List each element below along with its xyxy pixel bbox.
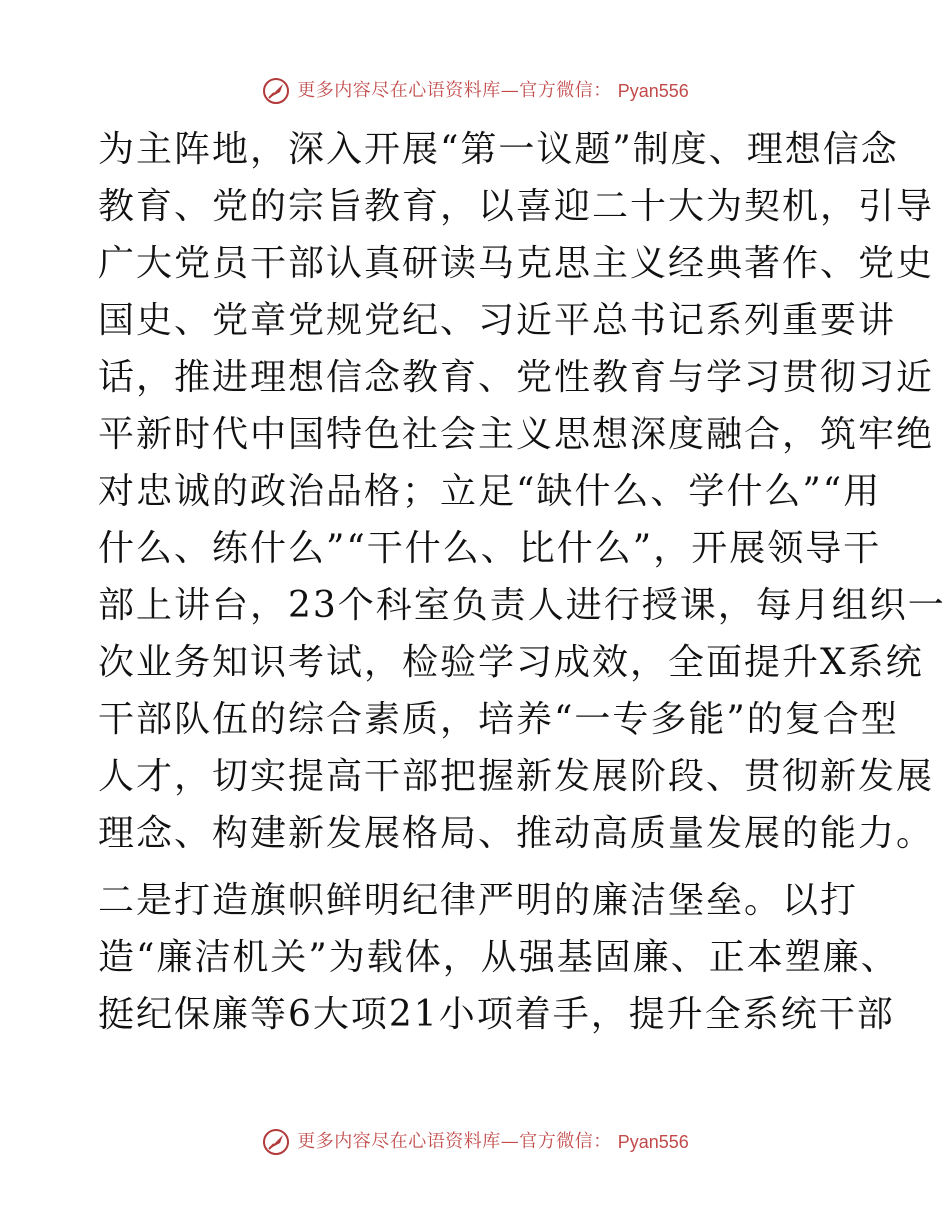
text-line: 平新时代中国特色社会主义思想深度融合，筑牢绝 xyxy=(98,414,935,455)
text-line: 对忠诚的政治品格；立足“缺什么、学什么”“用 xyxy=(98,471,882,512)
watermark-wechat-id: Pyan556 xyxy=(617,1132,689,1152)
text-line: 部上讲台，23个科室负责人进行授课，每月组织一 xyxy=(98,585,946,626)
quill-logo-icon xyxy=(261,1127,291,1157)
watermark-text: 更多内容尽在心语资料库—官方微信： xyxy=(297,1131,612,1152)
text-line: 干部队伍的综合素质，培养“一专多能”的复合型 xyxy=(98,699,899,740)
text-line: 为主阵地，深入开展“第一议题”制度、理想信念 xyxy=(98,129,899,170)
text-line: 广大党员干部认真研读马克思主义经典著作、党史 xyxy=(98,243,935,284)
text-line: 什么、练什么”“干什么、比什么”，开展领导干 xyxy=(98,528,882,569)
text-line: 话，推进理想信念教育、党性教育与学习贯彻习近 xyxy=(98,357,935,398)
paragraph-spacer xyxy=(98,862,858,872)
paragraph-1 xyxy=(98,121,946,862)
header-watermark xyxy=(0,76,950,106)
watermark-text: 更多内容尽在心语资料库—官方微信： xyxy=(297,80,612,101)
quill-logo-icon xyxy=(261,76,291,106)
text-line: 国史、党章党规党纪、习近平总书记系列重要讲 xyxy=(98,300,897,341)
text-line: 挺纪保廉等6大项21小项着手，提升全系统干部 xyxy=(98,994,895,1035)
text-line: 造“廉洁机关”为载体，从强基固廉、正本塑廉、 xyxy=(98,937,899,978)
text-line: 二是打造旗帜鲜明纪律严明的廉洁堡垒。以打 xyxy=(98,880,859,921)
text-line: 人才，切实提高干部把握新发展阶段、贯彻新发展 xyxy=(98,756,935,797)
text-line: 理念、构建新发展格局、推动高质量发展的能力。 xyxy=(98,813,935,854)
footer-watermark xyxy=(0,1127,950,1157)
paragraph-2 xyxy=(98,872,899,1043)
document-body xyxy=(98,121,946,1043)
text-line: 次业务知识考试，检验学习成效，全面提升X系统 xyxy=(98,642,924,683)
text-line: 教育、党的宗旨教育，以喜迎二十大为契机，引导 xyxy=(98,186,935,227)
watermark-wechat-id: Pyan556 xyxy=(617,81,689,101)
